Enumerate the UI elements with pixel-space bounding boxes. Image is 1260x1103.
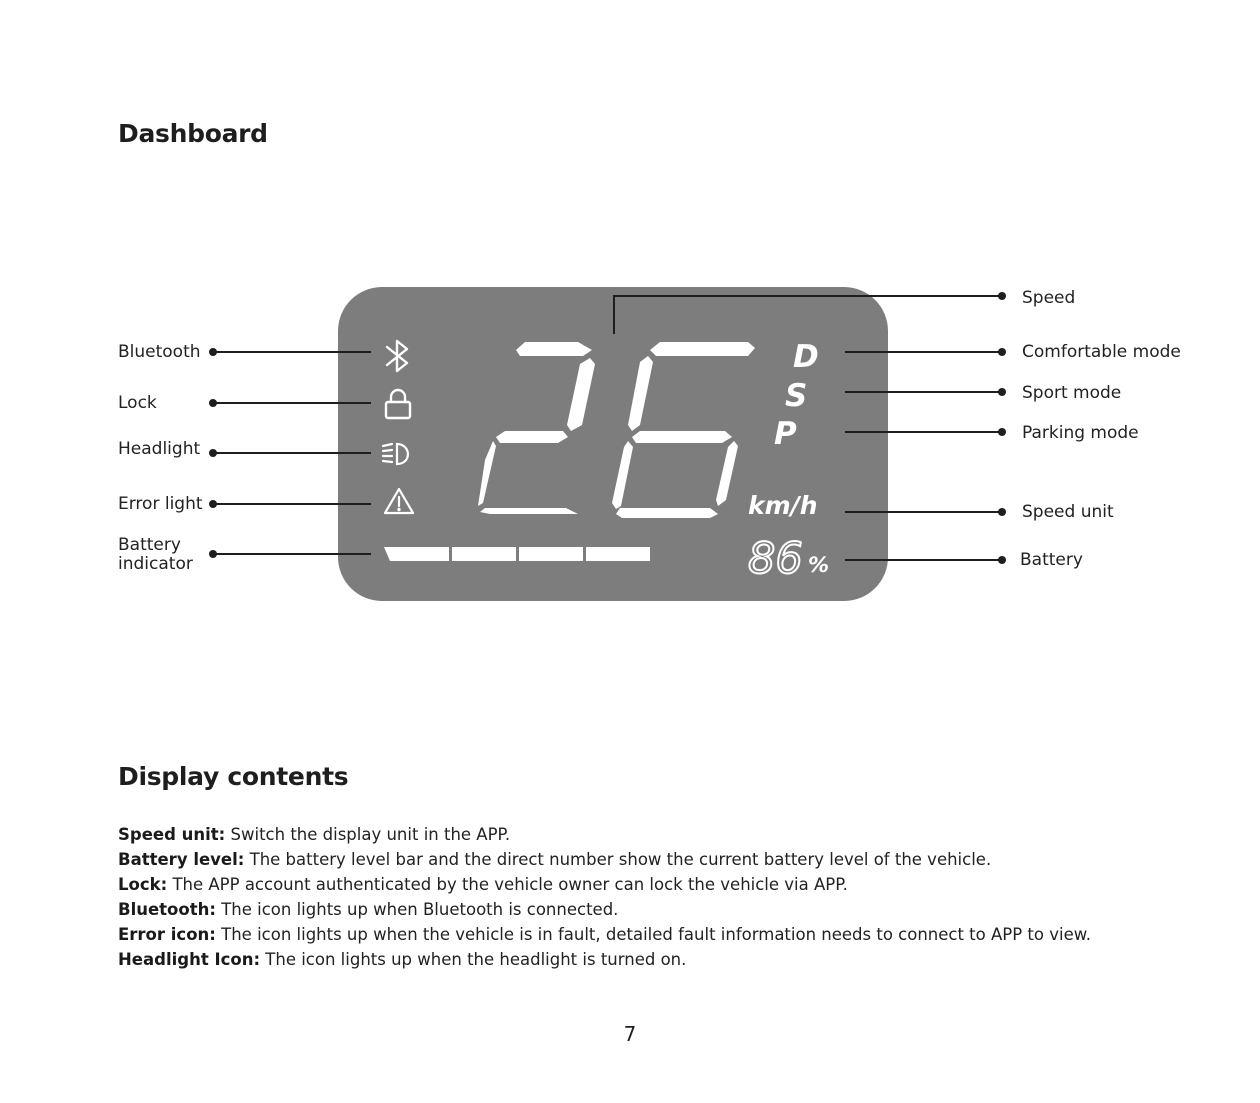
page-number: 7 (623, 1022, 637, 1046)
content-row-speed-unit (118, 822, 1178, 847)
callout-parking-mode: Parking mode (1022, 423, 1139, 443)
callout-sport-mode: Sport mode (1022, 383, 1122, 403)
callout-battery-indicator (118, 536, 193, 574)
content-term: Headlight Icon: (118, 950, 261, 969)
display-contents-list (118, 822, 1178, 972)
content-row-headlight-icon (118, 947, 1178, 972)
callout-comfortable-mode: Comfortable mode (1022, 342, 1181, 362)
callout-error-light: Error light (118, 494, 203, 514)
callout-lock: Lock (118, 393, 157, 413)
content-row-error-icon (118, 922, 1178, 947)
display-contents-heading: Display contents (118, 762, 349, 791)
callout-speed: Speed (1022, 288, 1076, 308)
battery-segment (519, 547, 583, 561)
callout-battery-indicator-line1: Battery (118, 535, 181, 555)
content-text: The icon lights up when the headlight is turned on. (260, 950, 687, 969)
callout-battery-indicator-line2: indicator (118, 554, 193, 574)
content-term: Lock: (118, 875, 168, 894)
content-row-lock (118, 872, 1178, 897)
battery-percent-readout: 86 (748, 534, 803, 584)
content-row-battery-level (118, 847, 1178, 872)
mode-letter-s: S (785, 378, 808, 414)
content-term: Bluetooth: (118, 900, 216, 919)
callout-headlight: Headlight (118, 439, 201, 459)
callout-bluetooth: Bluetooth (118, 342, 201, 362)
battery-percent-symbol: % (808, 553, 830, 577)
battery-segment (586, 547, 650, 561)
content-term: Battery level: (118, 850, 245, 869)
callout-battery: Battery (1020, 550, 1083, 570)
content-term: Speed unit: (118, 825, 226, 844)
speed-unit-readout: km/h (748, 491, 818, 520)
content-text: The icon lights up when the vehicle is in fault, detailed fault information needs to connect to APP to view. (215, 925, 1091, 944)
content-text: Switch the display unit in the APP. (225, 825, 511, 844)
mode-letter-d: D (793, 339, 819, 375)
battery-segment (452, 547, 516, 561)
content-row-bluetooth (118, 897, 1178, 922)
content-text: The battery level bar and the direct number show the current battery level of the vehicle. (244, 850, 992, 869)
content-text: The APP account authenticated by the vehicle owner can lock the vehicle via APP. (167, 875, 848, 894)
battery-segment (384, 547, 449, 561)
content-text: The icon lights up when Bluetooth is connected. (215, 900, 619, 919)
dashboard-heading: Dashboard (118, 119, 268, 148)
mode-letter-p: P (774, 416, 797, 452)
content-term: Error icon: (118, 925, 216, 944)
callout-speed-unit: Speed unit (1022, 502, 1114, 522)
